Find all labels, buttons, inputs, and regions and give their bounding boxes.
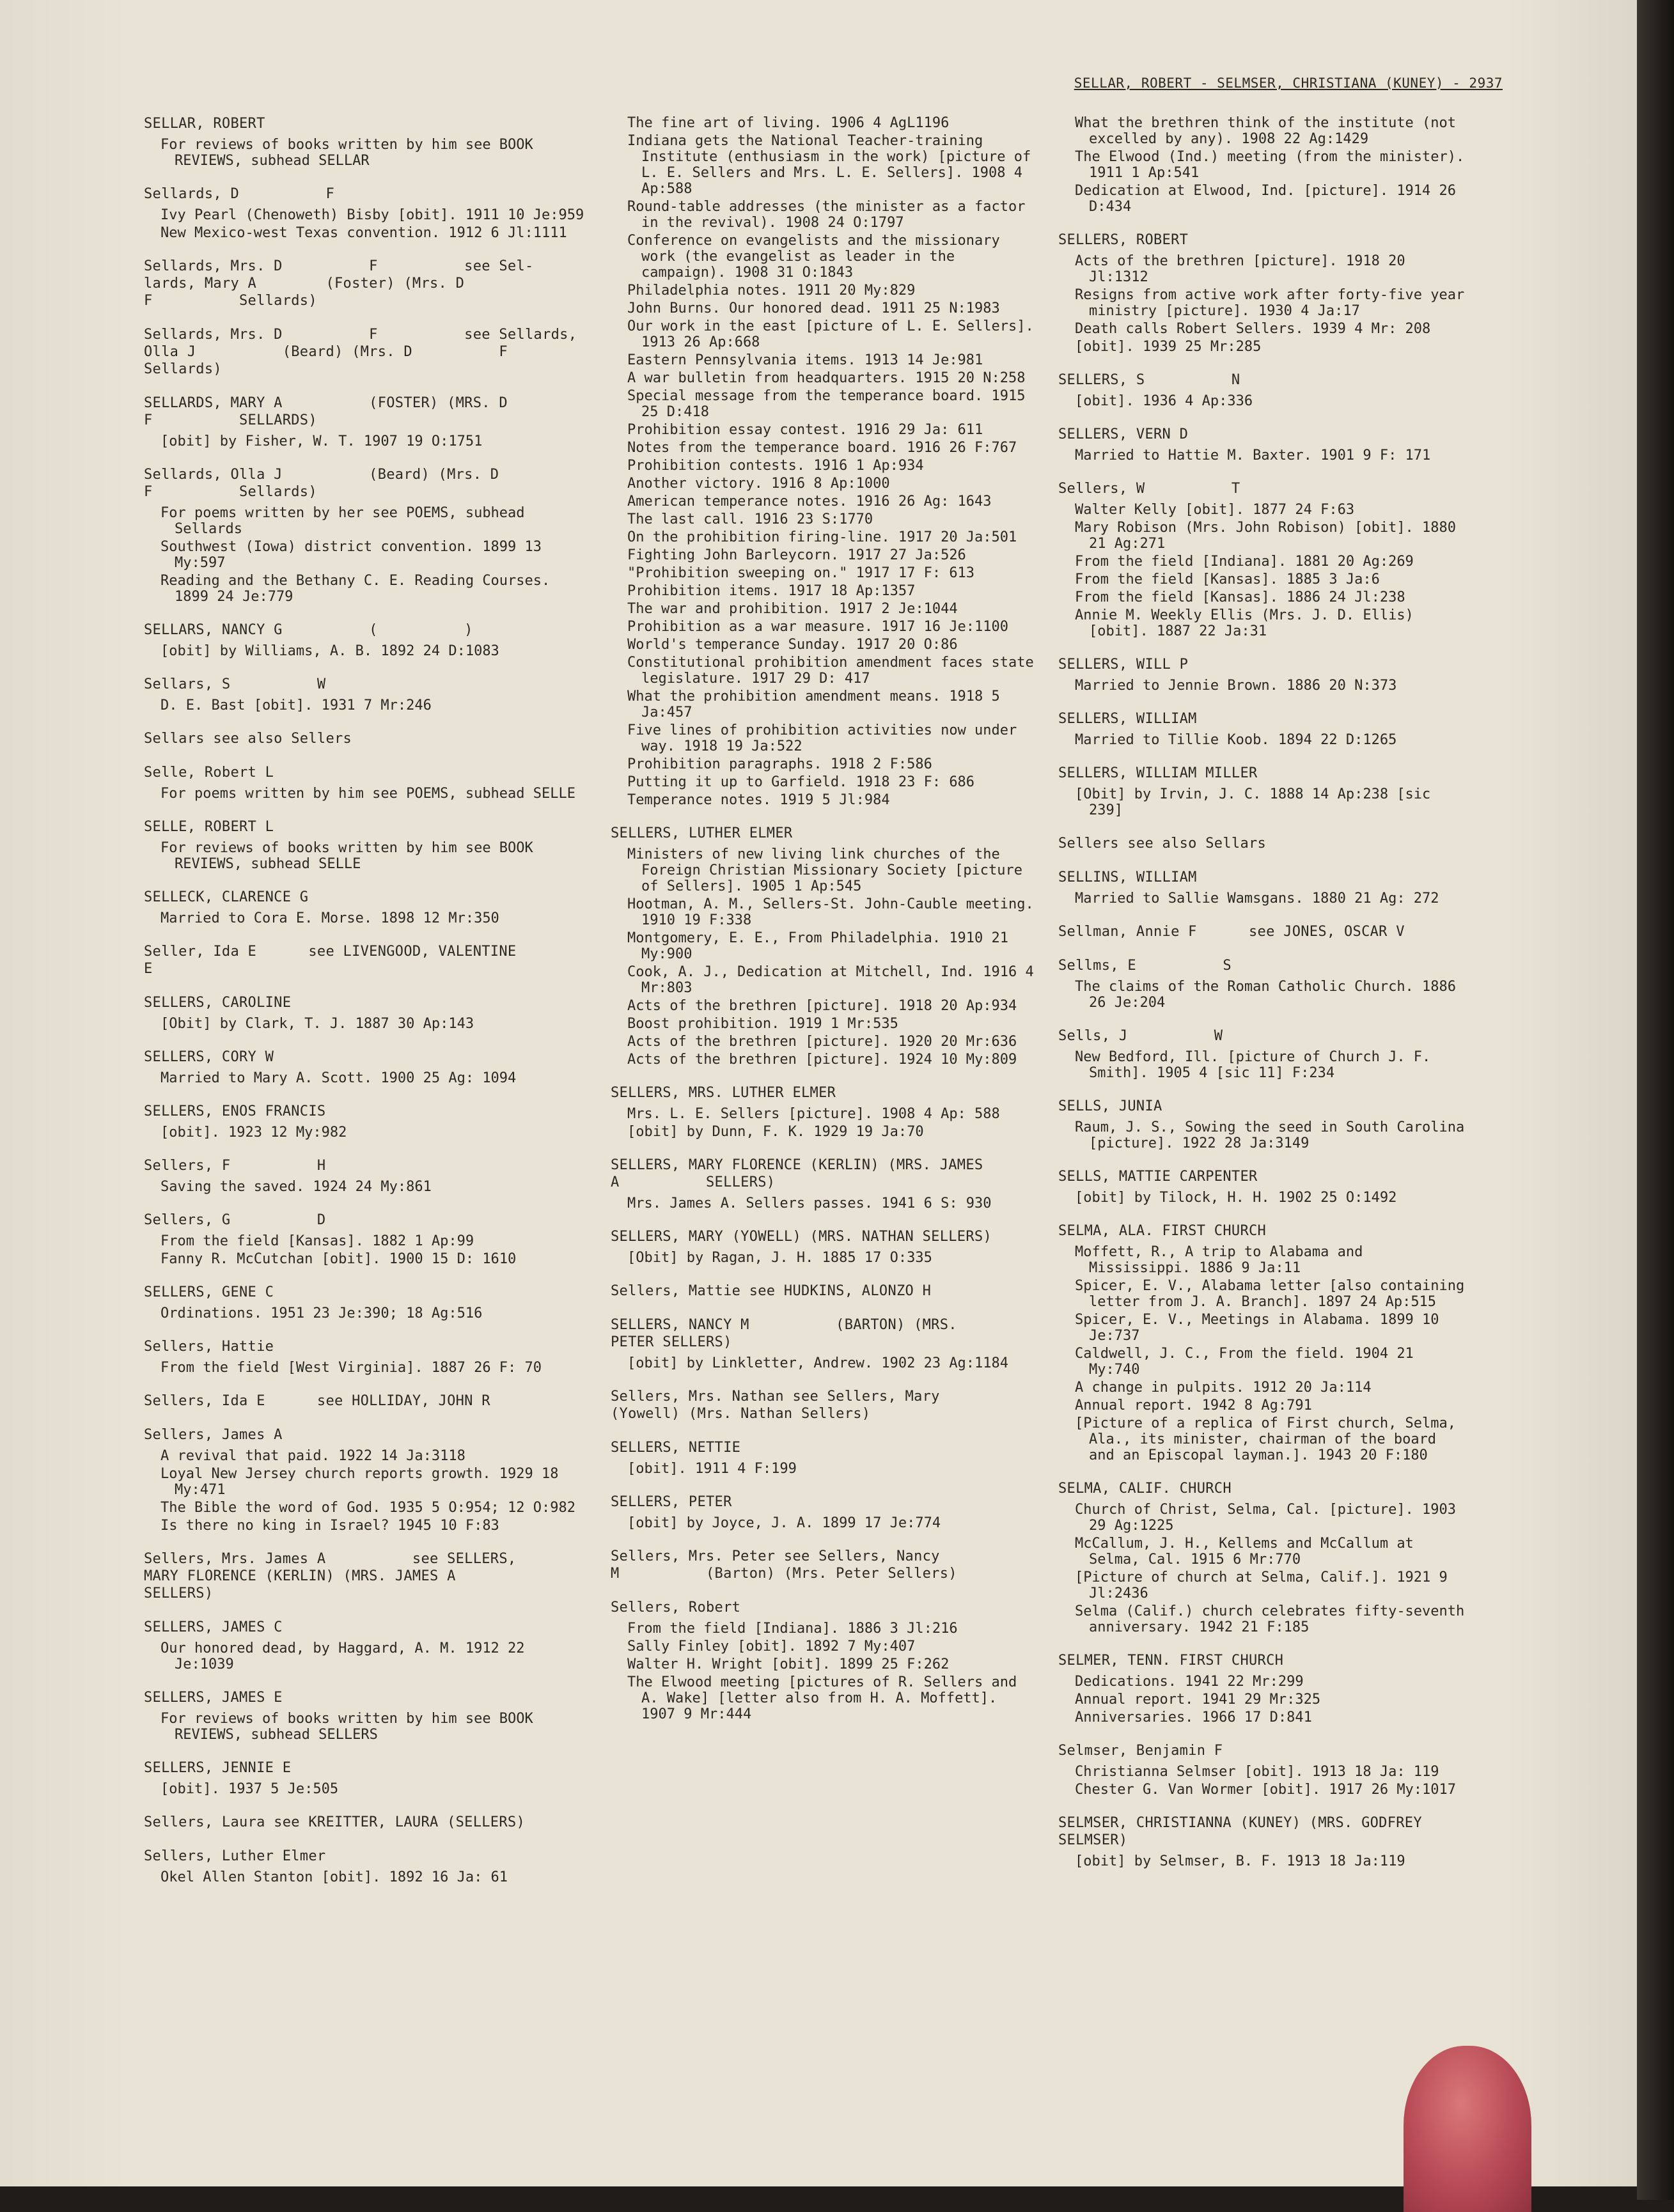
entry-citation: Special message from the temperance board. 1915 25 D:418 [627, 388, 1034, 420]
entry-citation: Five lines of prohibition activities now under way. 1918 19 Ja:522 [627, 722, 1026, 754]
entry-heading: SELLERS, WILLIAM [1058, 711, 1197, 727]
index-entry [144, 326, 591, 378]
entry-heading: SELLERS, ENOS FRANCIS [144, 1103, 326, 1119]
entry-heading: SELLERS, NANCY M (BARTON) (MRS. PETER SELLERS) [611, 1317, 957, 1350]
entry-heading: SELLERS, ROBERT [1058, 232, 1189, 248]
entry-citation: Round-table addresses (the minister as a factor in the revival). 1908 24 O:1797 [627, 199, 1034, 231]
entry-citation: Dedication at Elwood, Ind. [picture]. 1914 26 D:434 [1075, 183, 1465, 215]
index-entry [611, 1548, 1036, 1582]
entry-citation: From the field [Indiana]. 1886 3 Jl:216 [627, 1621, 958, 1637]
index-entry [611, 1388, 1036, 1422]
index-entry [611, 1157, 1036, 1211]
entry-heading: Sellers, Robert [611, 1600, 741, 1616]
entry-citation: Conference on evangelists and the missionary work (the evangelist as leader in the campaign). 1908 31 O:1843 [627, 233, 1009, 281]
index-entry [144, 1157, 591, 1195]
entry-citation: Married to Mary A. Scott. 1900 25 Ag: 1094 [160, 1070, 517, 1086]
entry-heading: SELLERS, JENNIE E [144, 1760, 292, 1776]
index-entry [144, 1392, 591, 1410]
entry-heading: SELLARDS, MARY A (FOSTER) (MRS. D F SELLARDS) [144, 395, 508, 428]
entry-citation: Okel Allen Stanton [obit]. 1892 16 Ja: 61 [160, 1869, 508, 1885]
entry-citation: On the prohibition firing-line. 1917 20 Ja:501 [627, 529, 1017, 545]
entry-citation: Saving the saved. 1924 24 My:861 [160, 1179, 432, 1195]
entry-citation: Putting it up to Garfield. 1918 23 F: 686 [627, 774, 975, 790]
entry-heading: SELLE, ROBERT L [144, 819, 274, 835]
index-entry [1058, 231, 1473, 355]
entry-citation: The last call. 1916 23 S:1770 [627, 511, 873, 527]
entry-citation: Loyal New Jersey church reports growth. 1929 18 My:471 [160, 1466, 567, 1498]
running-header: SELLAR, ROBERT - SELMSER, CHRISTIANA (KUNEY) - 2937 [1074, 75, 1503, 91]
index-entry [1058, 1098, 1473, 1151]
index-entry [1058, 1480, 1473, 1635]
index-entry [144, 1814, 591, 1831]
entry-heading: SELLERS, JAMES E [144, 1690, 283, 1706]
entry-heading: Sellman, Annie F see JONES, OSCAR V [1058, 924, 1405, 940]
index-entry [144, 466, 591, 605]
entry-heading: SELLERS, WILL P [1058, 657, 1189, 673]
entry-citation: The fine art of living. 1906 4 AgL1196 [627, 115, 950, 131]
entry-citation: Annual report. 1942 8 Ag:791 [1075, 1398, 1312, 1414]
entry-citation: John Burns. Our honored dead. 1911 25 N:1983 [627, 300, 1000, 316]
entry-citation: Prohibition as a war measure. 1917 16 Je:1100 [627, 619, 1009, 635]
entry-heading: SELLERS, PETER [611, 1494, 732, 1510]
index-column-1 [144, 115, 591, 1902]
index-entry [611, 825, 1043, 1068]
entry-citation: For poems written by her see POEMS, subhead Sellards [160, 505, 533, 537]
entry-citation: Philadelphia notes. 1911 20 My:829 [627, 283, 916, 299]
index-entry [1058, 115, 1473, 215]
page-edge [1637, 0, 1674, 2200]
entry-citation: Selma (Calif.) church celebrates fifty-seventh anniversary. 1942 21 F:185 [1075, 1603, 1473, 1635]
entry-citation: Married to Cora E. Morse. 1898 12 Mr:350 [160, 910, 499, 926]
index-entry [1058, 656, 1467, 694]
entry-citation: "Prohibition sweeping on." 1917 17 F: 613 [627, 565, 975, 581]
entry-citation: Christianna Selmser [obit]. 1913 18 Ja: 119 [1075, 1764, 1439, 1780]
entry-citation: Another victory. 1916 8 Ap:1000 [627, 476, 890, 492]
index-entry [144, 394, 591, 449]
entry-citation: Acts of the brethren [picture]. 1920 20 Mr:636 [627, 1034, 1017, 1050]
entry-heading: SELLERS, CAROLINE [144, 995, 292, 1011]
entry-citation: [obit]. 1939 25 Mr:285 [1075, 339, 1262, 355]
entry-heading: SELLERS, MARY FLORENCE (KERLIN) (MRS. JAMES A SELLERS) [611, 1157, 983, 1190]
entry-citation: The Elwood meeting [pictures of R. Sellers and A. Wake] [letter also from H. A. Moffett]. 1907 9 Mr:444 [627, 1674, 1026, 1722]
entry-heading: Sellers, Mrs. Peter see Sellers, Nancy M (Barton) (Mrs. Peter Sellers) [611, 1548, 957, 1582]
entry-citation: Mary Robison (Mrs. John Robison) [obit]. 1880 21 Ag:271 [1075, 520, 1465, 552]
entry-citation: Our honored dead, by Haggard, A. M. 1912 22 Je:1039 [160, 1640, 533, 1672]
entry-citation: Death calls Robert Sellers. 1939 4 Mr: 208 [1075, 321, 1431, 337]
entry-heading: SELLERS, LUTHER ELMER [611, 825, 793, 841]
entry-heading: Sellers, Ida E see HOLLIDAY, JOHN R [144, 1393, 490, 1409]
index-column-3 [1058, 115, 1473, 1886]
entry-citation: The war and prohibition. 1917 2 Je:1044 [627, 601, 958, 617]
index-entry [144, 1048, 591, 1086]
index-entry [144, 1211, 591, 1267]
entry-heading: SELLECK, CLARENCE G [144, 889, 309, 905]
entry-citation: The Bible the word of God. 1935 5 O:954; 12 O:982 [160, 1500, 576, 1516]
index-entry [1058, 835, 1467, 852]
entry-heading: SELLAR, ROBERT [144, 116, 265, 132]
index-entry [144, 994, 591, 1032]
entry-citation: Acts of the brethren [picture]. 1918 20 Ap:934 [627, 998, 1017, 1014]
entry-heading: Sellers, James A [144, 1427, 283, 1443]
entry-citation: For reviews of books written by him see BOOK REVIEWS, subhead SELLE [160, 840, 542, 872]
index-entry [1058, 371, 1467, 409]
index-entry [611, 1316, 1036, 1371]
entry-heading: SELLERS, GENE C [144, 1284, 274, 1300]
entry-citation: New Mexico-west Texas convention. 1912 6 Jl:1111 [160, 225, 567, 241]
entry-citation: Mrs. L. E. Sellers [picture]. 1908 4 Ap: 588 [627, 1106, 1000, 1122]
index-entry [144, 676, 591, 713]
entry-heading: Sellers see also Sellars [1058, 836, 1267, 852]
entry-citation: The claims of the Roman Catholic Church. 1886 26 Je:204 [1075, 979, 1465, 1011]
index-entry [611, 1439, 1036, 1477]
entry-citation: A war bulletin from headquarters. 1915 20 N:258 [627, 370, 1026, 386]
index-entry [611, 1282, 1036, 1300]
entry-citation: Prohibition contests. 1916 1 Ap:934 [627, 458, 924, 474]
entry-citation: Eastern Pennsylvania items. 1913 14 Je:981 [627, 352, 983, 368]
entry-citation: What the brethren think of the institute (not excelled by any). 1908 22 Ag:1429 [1075, 115, 1465, 147]
entry-citation: From the field [Kansas]. 1882 1 Ap:99 [160, 1233, 474, 1249]
entry-heading: SELLERS, WILLIAM MILLER [1058, 765, 1258, 781]
entry-citation: Acts of the brethren [picture]. 1918 20 Jl:1312 [1075, 253, 1414, 285]
index-entry [1058, 1652, 1467, 1725]
index-entry [1058, 1027, 1467, 1081]
index-entry [144, 1759, 591, 1797]
entry-heading: SELLARS, NANCY G ( ) [144, 622, 473, 638]
entry-citation: From the field [Kansas]. 1885 3 Ja:6 [1075, 572, 1380, 588]
entry-citation: Moffett, R., A trip to Alabama and Mississippi. 1886 9 Ja:11 [1075, 1244, 1372, 1276]
entry-heading: SELLERS, JAMES C [144, 1619, 283, 1635]
entry-citation: Married to Tillie Koob. 1894 22 D:1265 [1075, 732, 1397, 748]
entry-citation: Indiana gets the National Teacher-training Institute (enthusiasm in the work) [picture of L. E. Sellers and Mrs. L. E. Sellers]. 1908 4 Ap:588 [627, 133, 1040, 197]
entry-citation: Annual report. 1941 29 Mr:325 [1075, 1692, 1321, 1708]
entry-citation: [obit] by Dunn, F. K. 1929 19 Ja:70 [627, 1124, 924, 1140]
index-entry [1058, 957, 1467, 1011]
entry-citation: [Picture of a replica of First church, Selma, Ala., its minister, chairman of the board and an Episcopal layman.]. 1943 20 F:180 [1075, 1415, 1465, 1463]
index-entry [144, 621, 591, 659]
entry-citation: Chester G. Van Wormer [obit]. 1917 26 My:1017 [1075, 1782, 1457, 1798]
entry-heading: Sellers, Mattie see HUDKINS, ALONZO H [611, 1283, 932, 1299]
entry-citation: [Obit] by Clark, T. J. 1887 30 Ap:143 [160, 1016, 474, 1032]
index-entry [611, 1599, 1036, 1722]
entry-heading: SELLERS, S N [1058, 372, 1240, 388]
entry-heading: SELLERS, MARY (YOWELL) (MRS. NATHAN SELLERS) [611, 1229, 992, 1245]
entry-citation: [Obit] by Irvin, J. C. 1888 14 Ap:238 [sic 239] [1075, 786, 1439, 818]
index-entry [1058, 480, 1467, 639]
entry-heading: SELLERS, VERN D [1058, 426, 1189, 442]
entry-citation: Spicer, E. V., Alabama letter [also containing letter from J. A. Branch]. 1897 24 Ap:515 [1075, 1278, 1473, 1310]
entry-citation: [obit] by Selmser, B. F. 1913 18 Ja:119 [1075, 1853, 1405, 1869]
entry-citation: Our work in the east [picture of L. E. Sellers]. 1913 26 Ap:668 [627, 318, 1043, 350]
entry-citation: Cook, A. J., Dedication at Mitchell, Ind. 1916 4 Mr:803 [627, 964, 1043, 996]
entry-citation: Ivy Pearl (Chenoweth) Bisby [obit]. 1911 10 Je:959 [160, 207, 584, 223]
entry-heading: SELMA, CALIF. CHURCH [1058, 1481, 1232, 1497]
entry-heading: Sellards, Mrs. D F see Sel- lards, Mary A (Foster) (Mrs. D F Sellards) [144, 258, 534, 309]
entry-citation: [Picture of church at Selma, Calif.]. 1921 9 Jl:2436 [1075, 1569, 1457, 1601]
entry-citation: Married to Jennie Brown. 1886 20 N:373 [1075, 678, 1397, 694]
entry-heading: Selle, Robert L [144, 765, 274, 781]
entry-citation: Prohibition paragraphs. 1918 2 F:586 [627, 756, 932, 772]
entry-heading: Sellars see also Sellers [144, 731, 352, 747]
entry-heading: Sellers, F H [144, 1158, 326, 1174]
entry-heading: Sellards, Olla J (Beard) (Mrs. D F Sellards) [144, 467, 499, 500]
entry-heading: Sellers, Mrs. James A see SELLERS, MARY FLORENCE (KERLIN) (MRS. JAMES A SELLERS) [144, 1551, 517, 1601]
index-entry [1058, 923, 1467, 940]
entry-citation: Southwest (Iowa) district convention. 1899 13 My:597 [160, 539, 551, 571]
entry-citation: Anniversaries. 1966 17 D:841 [1075, 1710, 1312, 1725]
index-entry [144, 943, 591, 977]
index-entry [1058, 869, 1467, 907]
entry-citation: [obit] by Joyce, J. A. 1899 17 Je:774 [627, 1515, 941, 1531]
entry-citation: What the prohibition amendment means. 1918 5 Ja:457 [627, 689, 1009, 720]
entry-citation: Walter Kelly [obit]. 1877 24 F:63 [1075, 502, 1355, 518]
index-entry [611, 115, 1043, 808]
entry-heading: SELLINS, WILLIAM [1058, 869, 1197, 885]
entry-citation: McCallum, J. H., Kellems and McCallum at Selma, Cal. 1915 6 Mr:770 [1075, 1536, 1423, 1568]
entry-heading: Sellers, W T [1058, 481, 1240, 497]
entry-citation: From the field [West Virginia]. 1887 26 F: 70 [160, 1360, 542, 1376]
entry-citation: Married to Hattie M. Baxter. 1901 9 F: 171 [1075, 448, 1431, 463]
entry-heading: SELLS, MATTIE CARPENTER [1058, 1169, 1258, 1185]
index-entry [144, 1689, 591, 1743]
entry-citation: Walter H. Wright [obit]. 1899 25 F:262 [627, 1656, 950, 1672]
entry-citation: Church of Christ, Selma, Cal. [picture]. 1903 29 Ag:1225 [1075, 1502, 1465, 1534]
entry-heading: Sellers, G D [144, 1212, 326, 1228]
index-column-2 [611, 115, 1043, 1739]
index-entry [144, 889, 591, 926]
entry-heading: SELMER, TENN. FIRST CHURCH [1058, 1653, 1284, 1669]
index-entry [144, 1284, 591, 1321]
entry-citation: Reading and the Bethany C. E. Reading Courses. 1899 24 Je:779 [160, 573, 559, 605]
entry-heading: SELLERS, NETTIE [611, 1440, 741, 1456]
entry-heading: Sellms, E S [1058, 958, 1232, 974]
entry-citation: Prohibition items. 1917 18 Ap:1357 [627, 583, 916, 599]
entry-citation: Prohibition essay contest. 1916 29 Ja: 611 [627, 422, 983, 438]
entry-citation: Dedications. 1941 22 Mr:299 [1075, 1674, 1304, 1690]
entry-citation: [obit] by Tilock, H. H. 1902 25 O:1492 [1075, 1190, 1397, 1206]
entry-citation: New Bedford, Ill. [picture of Church J. F. Smith]. 1905 4 [sic 11] F:234 [1075, 1049, 1439, 1081]
entry-citation: Annie M. Weekly Ellis (Mrs. J. D. Ellis) [obit]. 1887 22 Ja:31 [1075, 607, 1423, 639]
entry-citation: [obit] by Linkletter, Andrew. 1902 23 Ag:1184 [627, 1355, 1009, 1371]
index-entry [1058, 765, 1467, 818]
index-entry [611, 1084, 1036, 1140]
entry-heading: SELLS, JUNIA [1058, 1098, 1162, 1114]
entry-citation: Notes from the temperance board. 1916 26 F:767 [627, 440, 1017, 456]
index-entry [1058, 1222, 1473, 1463]
entry-heading: Sellers, Mrs. Nathan see Sellers, Mary (Yowell) (Mrs. Nathan Sellers) [611, 1389, 940, 1422]
index-entry [144, 1426, 591, 1534]
entry-heading: Selmser, Benjamin F [1058, 1743, 1223, 1759]
entry-citation: American temperance notes. 1916 26 Ag: 1643 [627, 494, 992, 510]
entry-citation: World's temperance Sunday. 1917 20 O:86 [627, 637, 958, 653]
entry-citation: Married to Sallie Wamsgans. 1880 21 Ag: 272 [1075, 891, 1439, 907]
index-entry [144, 115, 591, 169]
index-entry [144, 1550, 591, 1602]
index-entry [144, 764, 591, 802]
entry-heading: Seller, Ida E see LIVENGOOD, VALENTINE E [144, 944, 517, 977]
entry-heading: SELMA, ALA. FIRST CHURCH [1058, 1223, 1267, 1239]
entry-citation: Hootman, A. M., Sellers-St. John-Cauble meeting. 1910 19 F:338 [627, 896, 1043, 928]
entry-citation: [obit]. 1937 5 Je:505 [160, 1781, 339, 1797]
entry-citation: Montgomery, E. E., From Philadelphia. 1910 21 My:900 [627, 930, 1017, 962]
entry-citation: Raum, J. S., Sowing the seed in South Carolina [picture]. 1922 28 Ja:3149 [1075, 1119, 1473, 1151]
index-entry [144, 1338, 591, 1376]
entry-heading: Sellers, Luther Elmer [144, 1848, 326, 1864]
entry-citation: [obit] by Williams, A. B. 1892 24 D:1083 [160, 643, 499, 659]
entry-citation: For poems written by him see POEMS, subhead SELLE [160, 786, 576, 802]
entry-citation: Sally Finley [obit]. 1892 7 My:407 [627, 1639, 916, 1655]
entry-citation: Caldwell, J. C., From the field. 1904 21 My:740 [1075, 1346, 1423, 1378]
entry-heading: SELMSER, CHRISTIANNA (KUNEY) (MRS. GODFREY SELMSER) [1058, 1815, 1422, 1848]
entry-citation: The Elwood (Ind.) meeting (from the minister). 1911 1 Ap:541 [1075, 149, 1473, 181]
entry-heading: Sellars, S W [144, 676, 326, 692]
entry-citation: Fighting John Barleycorn. 1917 27 Ja:526 [627, 547, 966, 563]
entry-citation: [obit]. 1923 12 My:982 [160, 1125, 347, 1141]
entry-citation: Ministers of new living link churches of the Foreign Christian Missionary Society [picture of Sellers]. 1905 1 Ap:545 [627, 846, 1031, 894]
index-entry [144, 730, 591, 747]
entry-citation: Is there no king in Israel? 1945 10 F:83 [160, 1518, 499, 1534]
index-entry [144, 1103, 591, 1141]
index-entry [144, 1619, 591, 1672]
entry-citation: Ordinations. 1951 23 Je:390; 18 Ag:516 [160, 1305, 483, 1321]
index-entry [144, 1848, 591, 1885]
entry-citation: A revival that paid. 1922 14 Ja:3118 [160, 1448, 465, 1464]
entry-heading: SELLERS, MRS. LUTHER ELMER [611, 1085, 836, 1101]
entry-citation: A change in pulpits. 1912 20 Ja:114 [1075, 1380, 1372, 1396]
entry-citation: [obit] by Fisher, W. T. 1907 19 O:1751 [160, 433, 483, 449]
entry-heading: SELLERS, CORY W [144, 1049, 274, 1065]
entry-citation: Boost prohibition. 1919 1 Mr:535 [627, 1016, 898, 1032]
entry-citation: From the field [Kansas]. 1886 24 Jl:238 [1075, 589, 1405, 605]
index-entry [1058, 1742, 1467, 1798]
index-entry [1058, 710, 1467, 748]
entry-heading: Sellers, Hattie [144, 1339, 274, 1355]
index-entry [1058, 1814, 1467, 1869]
index-entry [1058, 1168, 1467, 1206]
entry-citation: For reviews of books written by him see BOOK REVIEWS, subhead SELLAR [160, 137, 542, 169]
entry-heading: Sellards, Mrs. D F see Sellards, Olla J (Beard) (Mrs. D F Sellards) [144, 327, 577, 377]
entry-citation: Fanny R. McCutchan [obit]. 1900 15 D: 1610 [160, 1251, 517, 1267]
entry-citation: D. E. Bast [obit]. 1931 7 Mr:246 [160, 697, 432, 713]
index-entry [144, 258, 591, 309]
entry-citation: For reviews of books written by him see BOOK REVIEWS, subhead SELLERS [160, 1711, 542, 1743]
entry-citation: Temperance notes. 1919 5 Jl:984 [627, 792, 890, 808]
entry-citation: [obit]. 1936 4 Ap:336 [1075, 393, 1253, 409]
index-entry [144, 185, 591, 241]
entry-heading: Sellards, D F [144, 186, 334, 202]
index-entry [144, 818, 591, 872]
entry-heading: Sellers, Laura see KREITTER, LAURA (SELLERS) [144, 1814, 525, 1830]
entry-citation: Acts of the brethren [picture]. 1924 10 My:809 [627, 1052, 1017, 1068]
entry-citation: [obit]. 1911 4 F:199 [627, 1461, 797, 1477]
entry-citation: Spicer, E. V., Meetings in Alabama. 1899 10 Je:737 [1075, 1312, 1448, 1344]
index-entry [611, 1493, 1036, 1531]
entry-citation: From the field [Indiana]. 1881 20 Ag:269 [1075, 554, 1414, 570]
entry-citation: Resigns from active work after forty-five year ministry [picture]. 1930 4 Ja:17 [1075, 287, 1473, 319]
entry-heading: Sells, J W [1058, 1028, 1223, 1044]
index-entry [611, 1228, 1036, 1266]
entry-citation: Mrs. James A. Sellers passes. 1941 6 S: 930 [627, 1196, 992, 1211]
entry-citation: Constitutional prohibition amendment faces state legislature. 1917 29 D: 417 [627, 655, 1043, 687]
entry-citation: [Obit] by Ragan, J. H. 1885 17 O:335 [627, 1250, 932, 1266]
fingertip [1404, 2046, 1531, 2212]
index-entry [1058, 426, 1467, 463]
